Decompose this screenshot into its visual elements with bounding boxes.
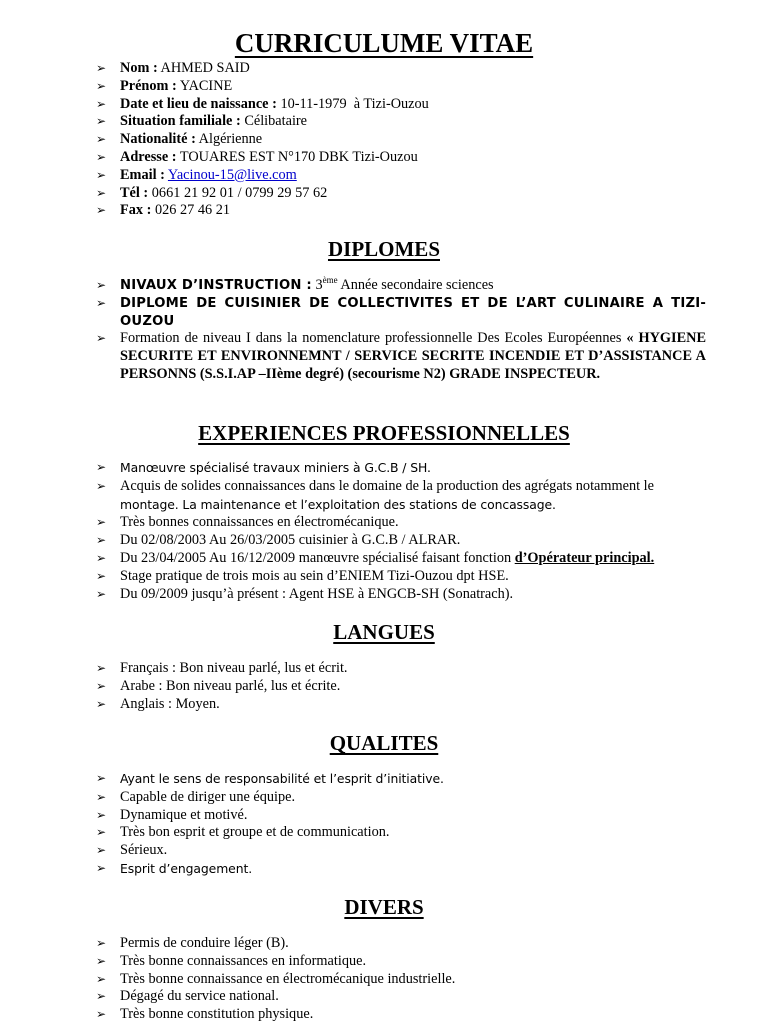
situation-label: Situation familiale : — [120, 113, 241, 130]
list-item — [96, 807, 706, 825]
niveau-superscript: ème — [322, 275, 338, 285]
list-item — [96, 60, 706, 78]
qualites-list — [96, 770, 706, 879]
qualite-text: Très bon esprit et groupe et de communication. — [120, 824, 390, 841]
list-item — [96, 277, 706, 295]
list-item — [96, 860, 706, 879]
fax-label: Fax : — [120, 202, 152, 219]
divers-text: Dégagé du service national. — [120, 988, 279, 1005]
fax-value: 026 27 46 21 — [154, 202, 231, 219]
experience-text: Stage pratique de trois mois au sein d’ENIEM Tizi-Ouzou dpt HSE. — [120, 567, 509, 584]
arrowhead-bullet-icon: ➢ — [96, 678, 107, 693]
experiences-list — [96, 459, 706, 603]
arrowhead-bullet-icon: ➢ — [96, 96, 107, 111]
arrowhead-bullet-icon: ➢ — [96, 295, 107, 310]
arrowhead-bullet-icon: ➢ — [96, 114, 107, 129]
langues-heading-text: LANGUES — [333, 620, 435, 644]
list-item — [96, 1006, 706, 1024]
divers-heading-text: DIVERS — [344, 895, 424, 919]
tel-value: 0661 21 92 01 / 0799 29 57 62 — [151, 184, 328, 201]
experience-text: Acquis de solides connaissances dans le domaine de la production des agrégats notamment le — [120, 477, 654, 494]
list-item — [96, 202, 706, 220]
list-item — [96, 770, 706, 789]
qualites-heading — [0, 730, 768, 756]
list-item — [96, 550, 706, 568]
qualite-text: Esprit d’engagement. — [120, 860, 253, 876]
arrowhead-bullet-icon: ➢ — [96, 515, 107, 530]
experience-text: Du 02/08/2003 Au 26/03/2005 cuisinier à G.C.B / ALRAR. — [120, 532, 461, 549]
arrowhead-bullet-icon: ➢ — [96, 78, 107, 93]
list-item — [96, 514, 706, 532]
arrowhead-bullet-icon: ➢ — [96, 167, 107, 182]
arrowhead-bullet-icon: ➢ — [96, 460, 107, 474]
nom-value: AHMED SAID — [160, 60, 250, 76]
formation-bold-text: « HYGIENE SECURITE ET ENVIRONNEMNT / SERVICE SECRITE INCENDIE ET D’ASSISTANCE A PERSONNS (S.S.I.AP –IIème degré) (secourisme N2) GRADE INSPECTEUR. — [120, 330, 707, 382]
list-item — [96, 330, 706, 383]
arrowhead-bullet-icon: ➢ — [96, 203, 107, 218]
arrowhead-bullet-icon: ➢ — [96, 807, 107, 822]
divers-text: Très bonne constitution physique. — [120, 1006, 314, 1023]
experience-text: Du 23/04/2005 Au 16/12/2009 manœuvre spécialisé faisant fonction — [120, 549, 512, 566]
arrowhead-bullet-icon: ➢ — [96, 278, 107, 292]
arrowhead-bullet-icon: ➢ — [96, 1007, 107, 1022]
experiences-heading — [0, 420, 768, 446]
arrowhead-bullet-icon: ➢ — [96, 696, 107, 711]
page-title-text: CURRICULUME VITAE — [234, 28, 534, 58]
list-item — [96, 789, 706, 807]
list-item — [96, 696, 706, 714]
arrowhead-bullet-icon: ➢ — [96, 132, 107, 147]
niveau-label: NIVAUX D’INSTRUCTION : — [120, 278, 312, 293]
arrowhead-bullet-icon: ➢ — [96, 936, 107, 950]
diplomes-list — [96, 277, 706, 384]
naissance-value: 10-11-1979 à Tizi-Ouzou — [280, 95, 429, 112]
list-item — [96, 824, 706, 842]
list-item — [96, 988, 706, 1006]
qualite-text: Capable de diriger une équipe. — [120, 788, 296, 805]
adresse-value: TOUARES EST N°170 DBK Tizi-Ouzou — [179, 148, 418, 165]
divers-text: Permis de conduire léger (B). — [120, 935, 289, 951]
arrowhead-bullet-icon: ➢ — [96, 843, 107, 858]
list-item — [96, 295, 706, 331]
email-link[interactable]: Yacinou-15@live.com — [167, 166, 297, 183]
naissance-label: Date et lieu de naissance : — [120, 95, 277, 112]
arrowhead-bullet-icon: ➢ — [96, 661, 107, 675]
langues-heading — [0, 619, 768, 645]
divers-text: Très bonne connaissances en informatique. — [120, 952, 367, 969]
experience-text: Très bonnes connaissances en électromécanique. — [120, 514, 399, 531]
langues-list — [96, 660, 706, 713]
langue-text: Arabe : Bon niveau parlé, lus et écrite. — [120, 677, 341, 694]
nationalite-value: Algérienne — [198, 131, 263, 148]
arrowhead-bullet-icon: ➢ — [96, 989, 107, 1004]
list-item — [96, 459, 706, 478]
list-item — [96, 478, 706, 515]
diplomes-heading — [0, 236, 768, 262]
prenom-label: Prénom : — [120, 77, 177, 94]
arrowhead-bullet-icon: ➢ — [96, 61, 107, 75]
list-item — [96, 131, 706, 149]
qualite-text: Sérieux. — [120, 842, 168, 859]
qualite-text: Ayant le sens de responsabilité et l’esprit d’initiative. — [120, 771, 444, 786]
list-item — [96, 660, 706, 678]
list-item — [96, 971, 706, 989]
experience-text-continued: montage. La maintenance et l’exploitation des stations de concassage. — [120, 496, 556, 512]
qualites-heading-text: QUALITES — [329, 731, 439, 755]
adresse-label: Adresse : — [120, 148, 177, 165]
langue-text: Anglais : Moyen. — [120, 695, 220, 712]
formation-text: Formation de niveau I dans la nomenclature professionnelle Des Ecoles Européennes — [120, 330, 622, 347]
arrowhead-bullet-icon: ➢ — [96, 185, 107, 200]
personal-info-list — [96, 60, 706, 220]
divers-text: Très bonne connaissance en électromécanique industrielle. — [120, 970, 456, 987]
email-label: Email : — [120, 166, 165, 183]
langue-text: Français : Bon niveau parlé, lus et écrit. — [120, 660, 348, 676]
divers-list — [96, 935, 706, 1024]
niveau-value: Année secondaire sciences — [340, 277, 494, 293]
page-title — [0, 26, 768, 60]
arrowhead-bullet-icon: ➢ — [96, 586, 107, 601]
niveau-number: 3 — [315, 277, 323, 293]
list-item — [96, 935, 706, 953]
list-item — [96, 532, 706, 550]
list-item — [96, 953, 706, 971]
prenom-value: YACINE — [179, 77, 233, 94]
situation-value: Célibataire — [244, 113, 308, 130]
arrowhead-bullet-icon: ➢ — [96, 953, 107, 968]
experiences-heading-text: EXPERIENCES PROFESSIONNELLES — [198, 421, 570, 445]
arrowhead-bullet-icon: ➢ — [96, 568, 107, 583]
list-item — [96, 96, 706, 114]
diplomes-heading-text: DIPLOMES — [327, 237, 440, 261]
arrowhead-bullet-icon: ➢ — [96, 789, 107, 804]
arrowhead-bullet-icon: ➢ — [96, 149, 107, 164]
list-item — [96, 149, 706, 167]
diplome-text: DIPLOME DE CUISINIER DE COLLECTIVITES ET DE L’ART CULINAIRE A TIZI-OUZOU — [120, 295, 706, 329]
list-item — [96, 185, 706, 203]
arrowhead-bullet-icon: ➢ — [96, 478, 107, 493]
list-item — [96, 842, 706, 860]
arrowhead-bullet-icon: ➢ — [96, 550, 107, 565]
list-item — [96, 78, 706, 96]
arrowhead-bullet-icon: ➢ — [96, 771, 107, 785]
arrowhead-bullet-icon: ➢ — [96, 860, 107, 875]
arrowhead-bullet-icon: ➢ — [96, 331, 107, 346]
experience-text: Du 09/2009 jusqu’à présent : Agent HSE à ENGCB-SH (Sonatrach). — [120, 585, 514, 602]
tel-label: Tél : — [120, 184, 149, 201]
nationalite-label: Nationalité : — [120, 131, 196, 148]
divers-heading — [0, 894, 768, 920]
list-item — [96, 678, 706, 696]
list-item — [96, 568, 706, 586]
experience-highlight: d’Opérateur principal. — [514, 549, 655, 566]
list-item — [96, 167, 706, 185]
arrowhead-bullet-icon: ➢ — [96, 825, 107, 840]
experience-text: Manœuvre spécialisé travaux miniers à G.C.B / SH. — [120, 460, 431, 475]
qualite-text: Dynamique et motivé. — [120, 806, 248, 823]
arrowhead-bullet-icon: ➢ — [96, 533, 107, 548]
arrowhead-bullet-icon: ➢ — [96, 971, 107, 986]
list-item — [96, 586, 706, 604]
nom-label: Nom : — [120, 60, 158, 76]
list-item — [96, 113, 706, 131]
